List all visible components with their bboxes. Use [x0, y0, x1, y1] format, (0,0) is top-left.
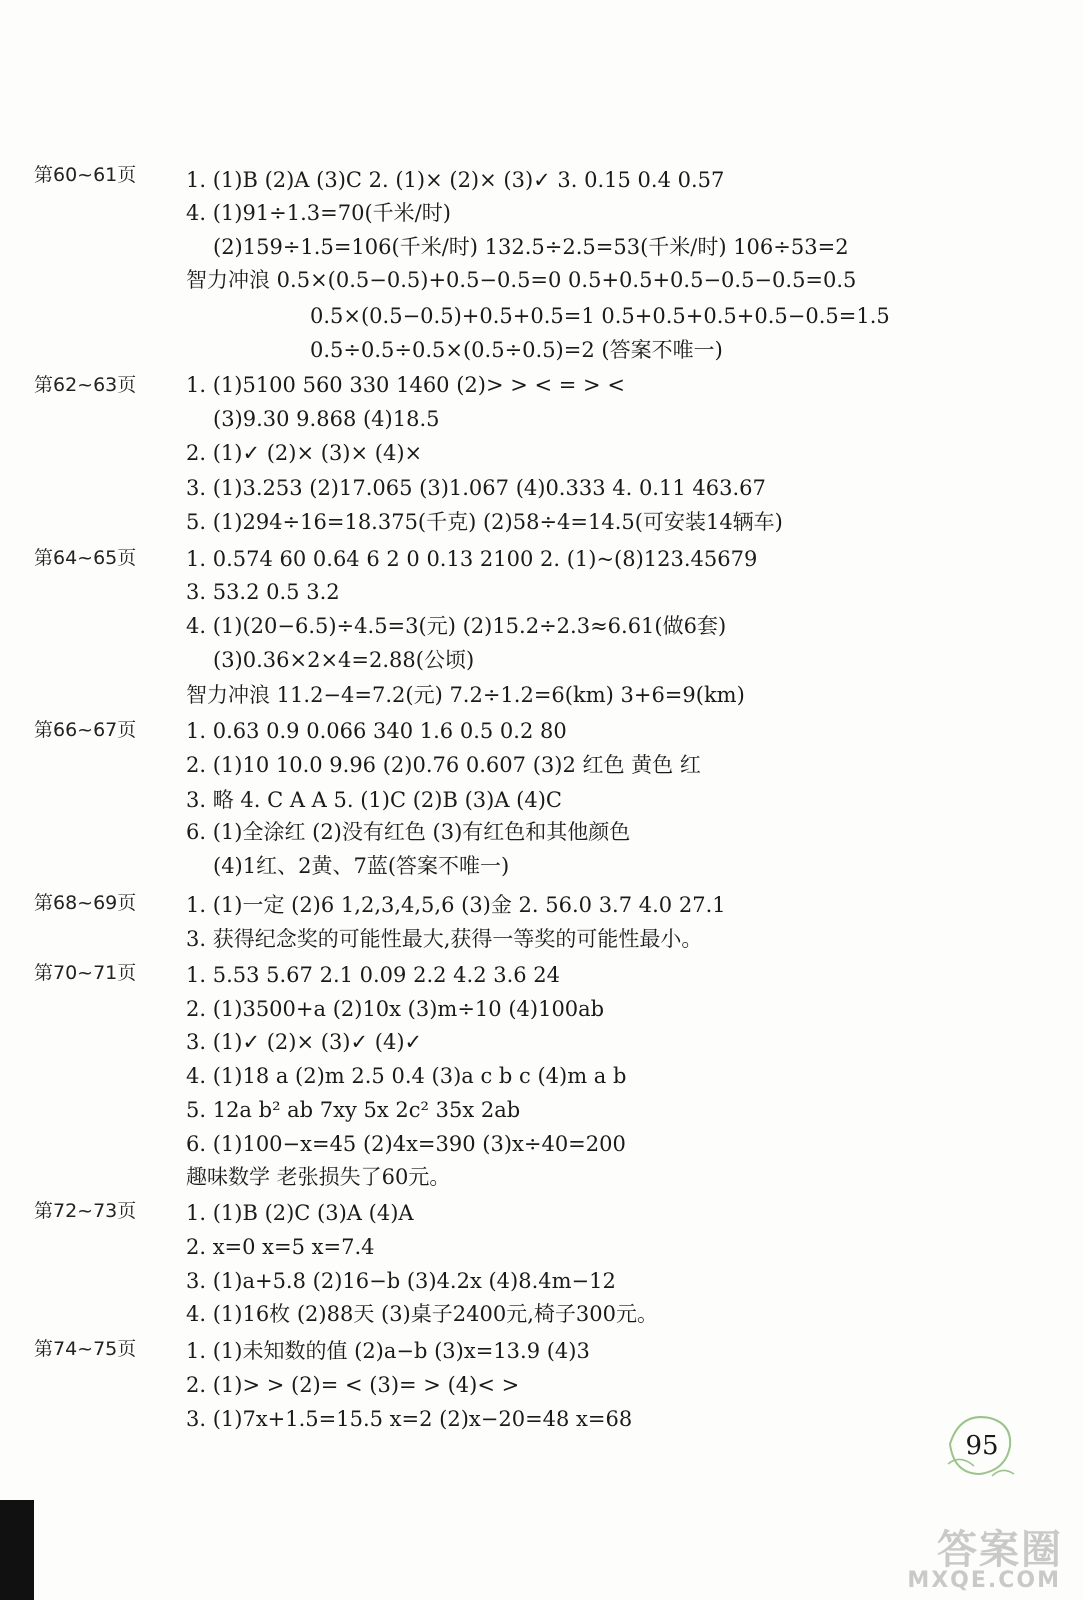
section-label-64-65: 第64~65页 [34, 547, 137, 569]
watermark-line2: MXQE.COM [907, 1568, 1061, 1593]
answer-line: 4. (1)91÷1.3=70(千米/时) [186, 201, 451, 225]
answer-line: 3. 获得纪念奖的可能性最大,获得一等奖的可能性最小。 [186, 927, 703, 951]
answer-line: 1. 0.63 0.9 0.066 340 1.6 0.5 0.2 80 [186, 719, 567, 743]
answer-line: 5. 12a b² ab 7xy 5x 2c² 35x 2ab [186, 1098, 521, 1122]
answer-line: 智力冲浪 0.5×(0.5−0.5)+0.5−0.5=0 0.5+0.5+0.5−0.5−0.5=0.5 [186, 268, 857, 292]
answer-line: 2. (1)✓ (2)× (3)× (4)× [186, 441, 423, 465]
answer-line: 0.5×(0.5−0.5)+0.5+0.5=1 0.5+0.5+0.5+0.5−0.5=1.5 [310, 304, 890, 328]
watermark-line1: 答案圈 [937, 1527, 1063, 1573]
answer-line: 1. (1)未知数的值 (2)a−b (3)x=13.9 (4)3 [186, 1339, 590, 1363]
section-label-70-71: 第70~71页 [34, 962, 137, 984]
section-label-62-63: 第62~63页 [34, 374, 137, 396]
answer-line: 6. (1)100−x=45 (2)4x=390 (3)x÷40=200 [186, 1132, 626, 1156]
answer-line: 6. (1)全涂红 (2)没有红色 (3)有红色和其他颜色 [186, 820, 631, 844]
answer-line: 2. (1)10 10.0 9.96 (2)0.76 0.607 (3)2 红色 黄色 红 [186, 753, 701, 777]
answer-line: 3. 略 4. C A A 5. (1)C (2)B (3)A (4)C [186, 788, 562, 812]
answer-line: (3)0.36×2×4=2.88(公顷) [213, 648, 475, 672]
answer-line: 3. (1)a+5.8 (2)16−b (3)4.2x (4)8.4m−12 [186, 1269, 616, 1293]
section-label-60-61: 第60~61页 [34, 164, 137, 186]
section-label-66-67: 第66~67页 [34, 719, 137, 741]
answer-line: (4)1红、2黄、7蓝(答案不唯一) [213, 854, 510, 878]
answer-line: 趣味数学 老张损失了60元。 [186, 1165, 451, 1189]
watermark [873, 1510, 1083, 1600]
page-number: 95 [965, 1431, 999, 1461]
answer-line: 4. (1)(20−6.5)÷4.5=3(元) (2)15.2÷2.3≈6.61(做6套) [186, 614, 727, 638]
answer-line: 3. (1)3.253 (2)17.065 (3)1.067 (4)0.333 4. 0.11 463.67 [186, 476, 766, 500]
answer-line: (2)159÷1.5=106(千米/时) 132.5÷2.5=53(千米/时) 106÷53=2 [213, 235, 849, 259]
answer-line: 1. (1)B (2)C (3)A (4)A [186, 1201, 414, 1225]
answer-line: 1. (1)B (2)A (3)C 2. (1)× (2)× (3)✓ 3. 0.15 0.4 0.57 [186, 168, 725, 192]
answer-line: 0.5÷0.5÷0.5×(0.5÷0.5)=2 (答案不唯一) [310, 338, 723, 362]
answer-line: 1. 5.53 5.67 2.1 0.09 2.2 4.2 3.6 24 [186, 963, 561, 987]
answer-line: 1. (1)一定 (2)6 1,2,3,4,5,6 (3)金 2. 56.0 3.7 4.0 27.1 [186, 893, 726, 917]
section-label-74-75: 第74~75页 [34, 1338, 137, 1360]
answer-line: 3. 53.2 0.5 3.2 [186, 580, 340, 604]
answer-line: 2. (1)3500+a (2)10x (3)m÷10 (4)100ab [186, 997, 605, 1021]
section-label-72-73: 第72~73页 [34, 1200, 137, 1222]
scan-edge [0, 1500, 34, 1600]
answer-line: 4. (1)18 a (2)m 2.5 0.4 (3)a c b c (4)m a b [186, 1064, 627, 1088]
answer-line: 1. (1)5100 560 330 1460 (2)> > < = > < [186, 373, 625, 397]
section-label-68-69: 第68~69页 [34, 892, 137, 914]
answer-line: 智力冲浪 11.2−4=7.2(元) 7.2÷1.2=6(km) 3+6=9(km) [186, 683, 745, 707]
answer-line: 3. (1)✓ (2)× (3)✓ (4)✓ [186, 1030, 423, 1054]
answer-line: 2. (1)> > (2)= < (3)= > (4)< > [186, 1373, 520, 1397]
answer-line: 2. x=0 x=5 x=7.4 [186, 1235, 375, 1259]
answer-line: 4. (1)16枚 (2)88天 (3)桌子2400元,椅子300元。 [186, 1302, 658, 1326]
answer-line: (3)9.30 9.868 (4)18.5 [213, 407, 440, 431]
answer-line: 1. 0.574 60 0.64 6 2 0 0.13 2100 2. (1)~(8)123.45679 [186, 547, 758, 571]
answer-line: 5. (1)294÷16=18.375(千克) (2)58÷4=14.5(可安装14辆车) [186, 510, 783, 534]
answer-line: 3. (1)7x+1.5=15.5 x=2 (2)x−20=48 x=68 [186, 1407, 633, 1431]
